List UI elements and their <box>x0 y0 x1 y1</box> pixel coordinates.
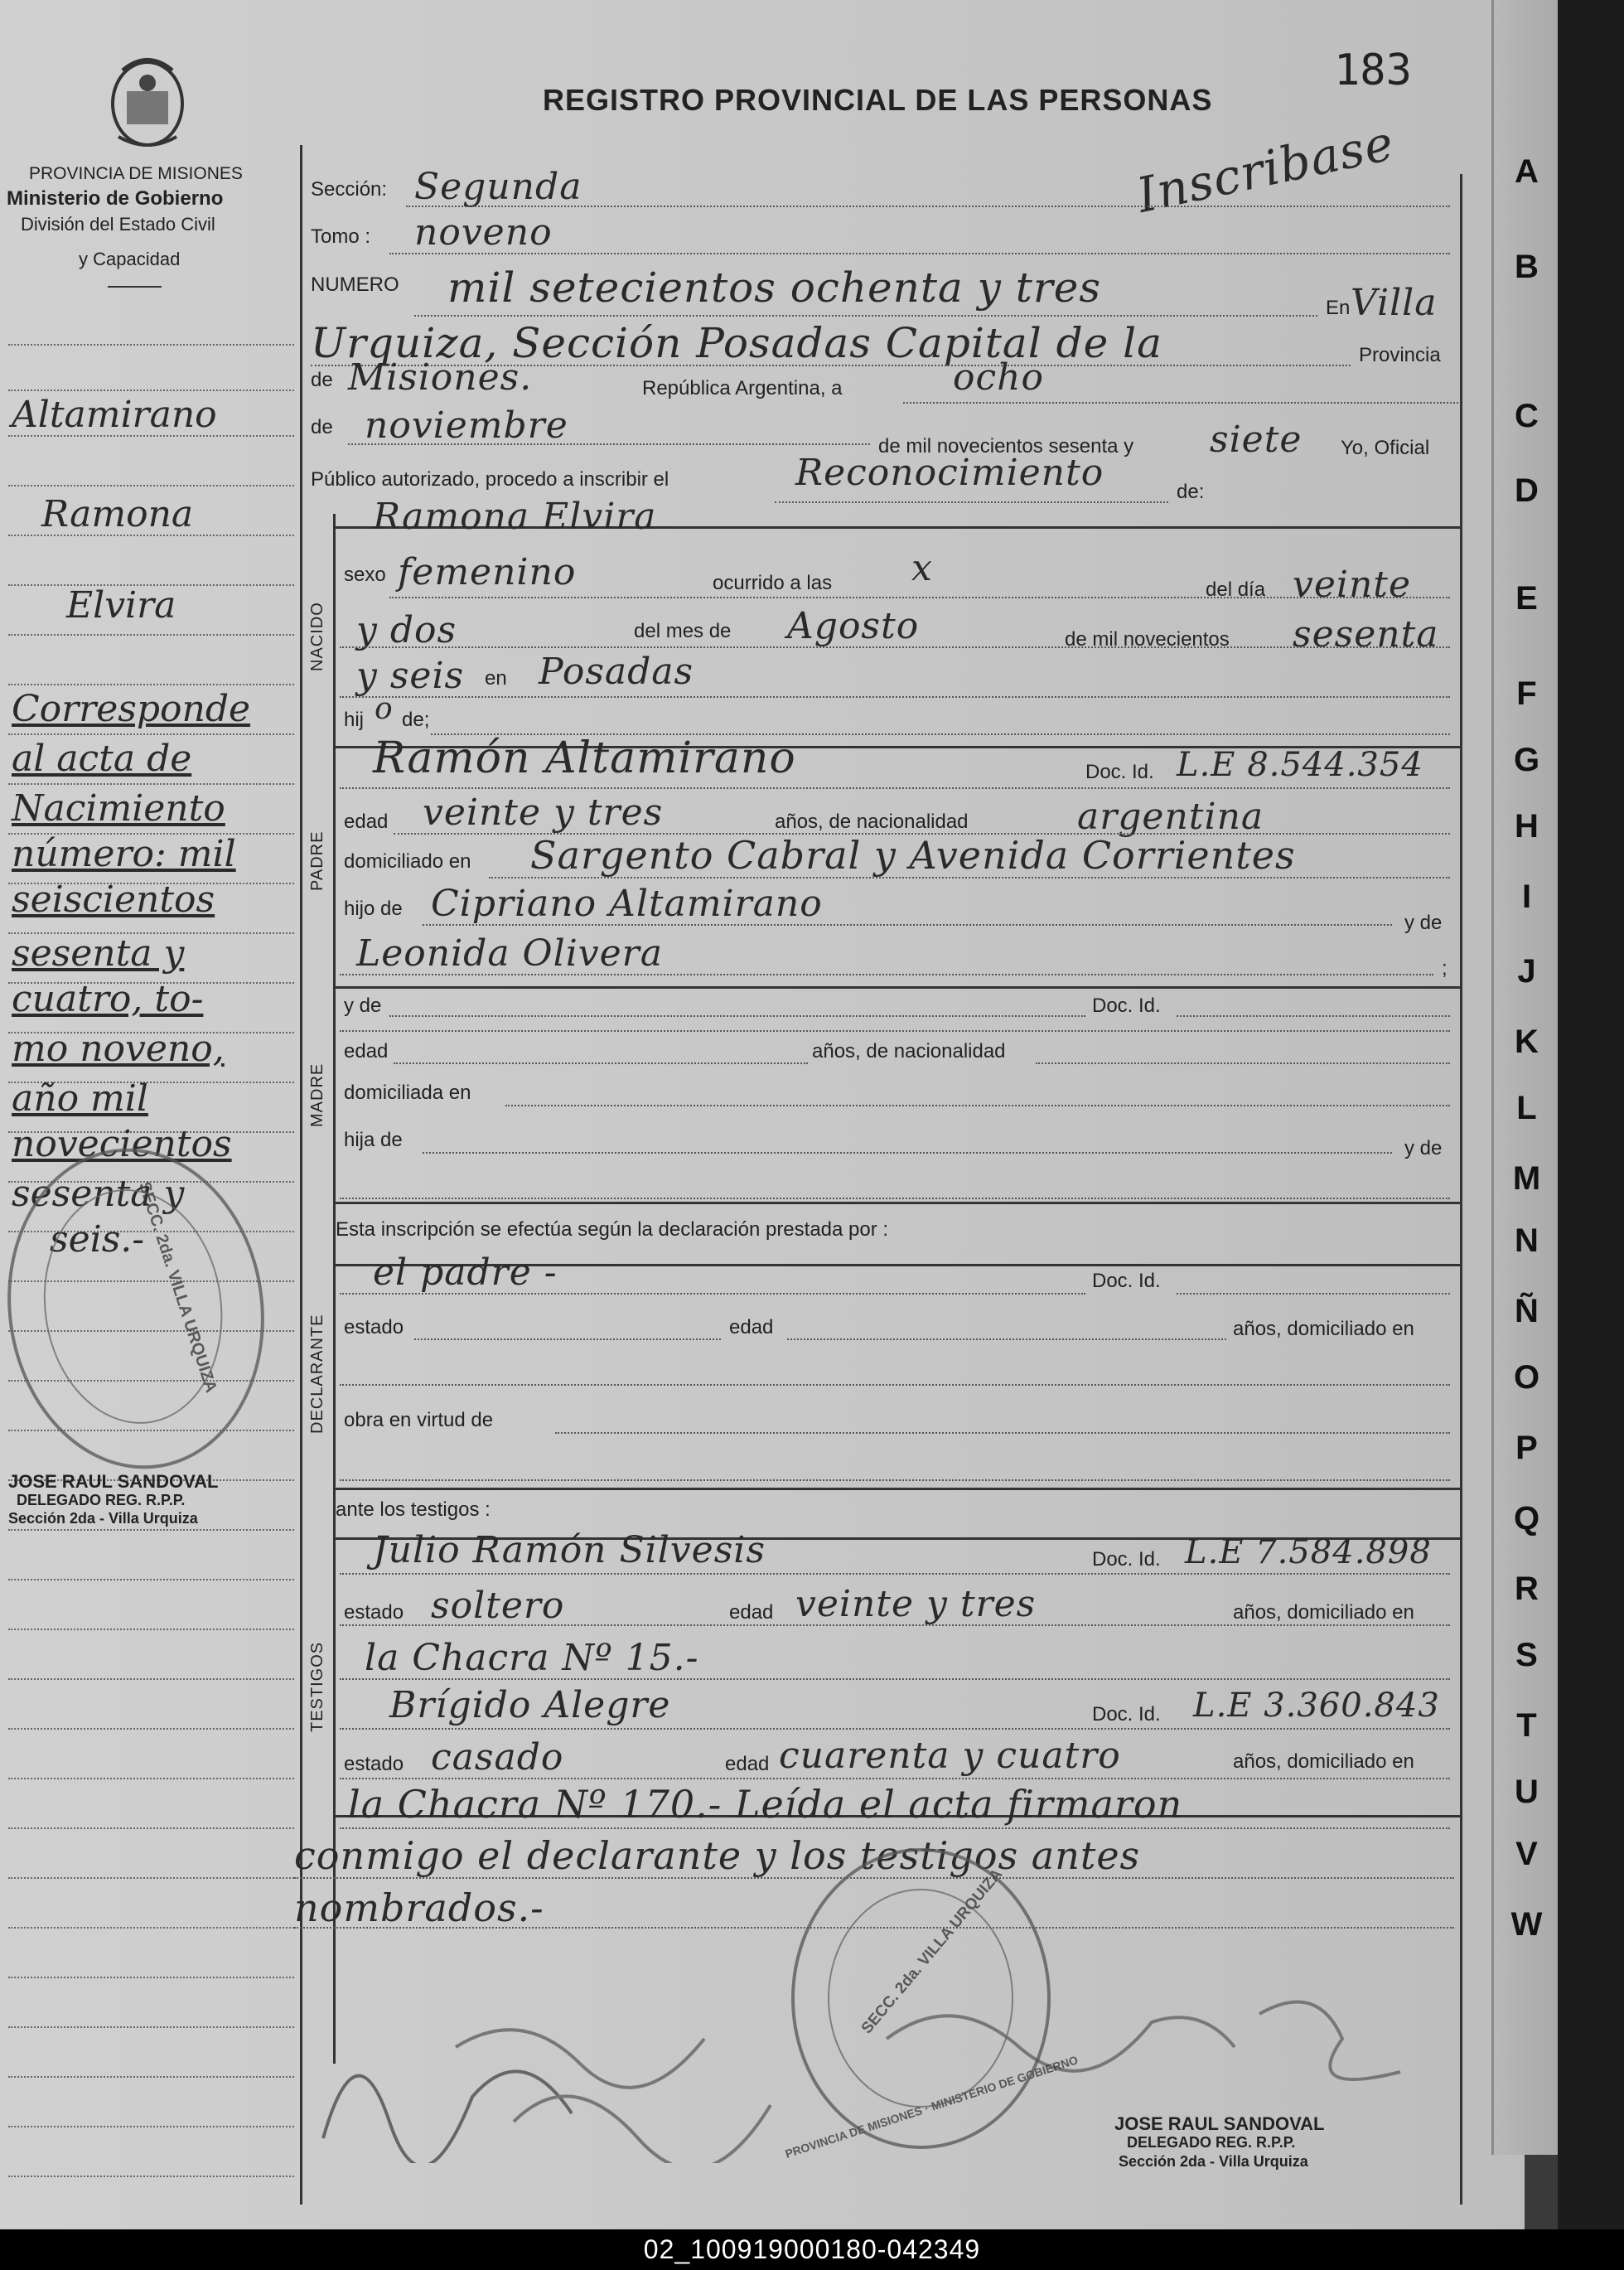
hija-de-label: hija de <box>344 1129 403 1151</box>
inscribase-stamp: Inscribase <box>1132 114 1399 224</box>
acto-value: Reconocimiento <box>795 452 1104 494</box>
madre-edad-label: edad <box>344 1040 389 1062</box>
index-tab[interactable]: R <box>1515 1571 1539 1607</box>
footer-bar <box>0 2229 1624 2270</box>
side-label-nacido: NACIDO <box>308 602 326 671</box>
index-tab[interactable]: G <box>1513 742 1540 778</box>
closing-line-1: conmigo el declarante y los testigos antes <box>294 1833 1141 1878</box>
index-tab[interactable]: T <box>1516 1707 1537 1744</box>
index-tab[interactable]: U <box>1515 1774 1539 1810</box>
alphabet-index-tabs <box>1491 0 1560 2155</box>
nombre-value: Ramona Elvira <box>373 496 657 538</box>
official-place-bottom: Sección 2da - Villa Urquiza <box>1119 2153 1308 2170</box>
index-tab[interactable]: O <box>1513 1359 1540 1396</box>
padre-doc-value: L.E 8.544.354 <box>1177 746 1423 784</box>
official-place-left: Sección 2da - Villa Urquiza <box>8 1510 198 1527</box>
registry-seal-bottom <box>783 1848 1080 2161</box>
index-tab[interactable]: M <box>1512 1160 1541 1197</box>
index-tab[interactable]: L <box>1516 1090 1537 1126</box>
divider-madre <box>333 986 1460 989</box>
frame-right <box>1460 174 1462 2205</box>
de-mil-label: de mil novecientos sesenta y <box>878 435 1134 457</box>
sexo-label: sexo <box>344 564 386 586</box>
margin-line: novecientos <box>12 1123 232 1165</box>
hijo-o-value: o <box>375 692 394 726</box>
anio-value: siete <box>1210 419 1303 461</box>
side-label-declarante: DECLARANTE <box>308 1314 326 1434</box>
testigo2-edad-label: edad <box>725 1753 770 1775</box>
lugar-nac-value: Posadas <box>539 651 694 693</box>
madre-anos-label: años, de nacionalidad <box>812 1040 1006 1062</box>
page-title: REGISTRO PROVINCIAL DE LAS PERSONAS <box>543 83 1213 117</box>
padre-doc-label: Doc. Id. <box>1085 761 1154 783</box>
index-tab[interactable]: W <box>1510 1906 1543 1943</box>
capacity-label: y Capacidad <box>79 249 181 269</box>
anio-nac-value: sesenta <box>1293 613 1439 656</box>
testigo2-doc-label: Doc. Id. <box>1092 1703 1161 1725</box>
en-label: En <box>1326 297 1351 319</box>
testigo1-doc-value: L.E 7.584.898 <box>1185 1533 1432 1571</box>
testigo2-value: Brígido Alegre <box>389 1684 671 1726</box>
side-label-madre: MADRE <box>308 1062 326 1127</box>
hora-value: x <box>911 547 933 589</box>
index-tab[interactable]: K <box>1515 1024 1539 1060</box>
hijo-label: hij <box>344 709 365 731</box>
en-value: Villa <box>1351 282 1438 324</box>
padre-anos-label: años, de nacionalidad <box>775 811 969 833</box>
testigo2-anos-label: años, domiciliado en <box>1233 1750 1414 1773</box>
testigos-label: ante los testigos : <box>336 1498 491 1521</box>
testigo1-edad-value: veinte y tres <box>795 1583 1037 1625</box>
margin-line: mo noveno, <box>12 1028 225 1070</box>
y-de-label-1: y de <box>1404 912 1443 934</box>
declarante-anos-label: años, domiciliado en <box>1233 1318 1414 1340</box>
seccion-label: Sección: <box>311 178 388 201</box>
padre-nombre-value: Ramón Altamirano <box>373 733 796 783</box>
padre-dom-label: domiciliado en <box>344 850 471 873</box>
closing-line-2: nombrados.- <box>294 1885 544 1930</box>
official-title-left: DELEGADO REG. R.P.P. <box>17 1492 186 1508</box>
padre-nac-value: argentina <box>1077 796 1264 838</box>
dia-nac-value: veinte <box>1293 564 1412 606</box>
margin-line: Corresponde <box>12 688 251 730</box>
ocurrido-label: ocurrido a las <box>713 572 833 594</box>
margin-line: número: mil <box>12 833 236 875</box>
madre-y-de-label: y de <box>344 995 382 1017</box>
testigo1-value: Julio Ramón Silvesis <box>373 1529 766 1571</box>
seal-center-text: SECC. 2da. VILLA URQUIZA <box>858 1866 1007 2038</box>
seal-bottom-text: PROVINCIA DE MISIONES · MINISTERIO DE GOBIERNO <box>783 2053 1080 2161</box>
side-label-padre: PADRE <box>308 830 326 891</box>
abuelo-value: Cipriano Altamirano <box>431 883 823 925</box>
numero-label: NUMERO <box>311 273 399 296</box>
madre-dom-label: domiciliada en <box>344 1082 471 1104</box>
index-tab[interactable]: A <box>1515 153 1539 190</box>
official-name-bottom: JOSE RAUL SANDOVAL <box>1114 2113 1325 2134</box>
dia-value: ocho <box>953 356 1044 399</box>
index-tab[interactable]: P <box>1515 1430 1538 1466</box>
official-title-bottom: DELEGADO REG. R.P.P. <box>1127 2134 1296 2151</box>
book-edge <box>1558 0 1624 2229</box>
padre-edad-label: edad <box>344 811 389 833</box>
provincia-value: Misiones. <box>348 356 533 399</box>
ministry-label: Ministerio de Gobierno <box>7 187 224 210</box>
de-mil-nov-label: de mil novecientos <box>1065 628 1230 651</box>
margin-line: sesenta y <box>12 1173 185 1215</box>
testigo1-doc-label: Doc. Id. <box>1092 1548 1161 1571</box>
testigo1-edad-label: edad <box>729 1601 774 1624</box>
margin-line: Elvira <box>66 584 176 627</box>
declarante-edad-label: edad <box>729 1316 774 1338</box>
index-tab[interactable]: J <box>1517 953 1536 990</box>
provincia-label: Provincia <box>1359 344 1441 366</box>
margin-line: al acta de <box>12 738 192 780</box>
registry-seal-left: SECC. 2da. VILLA URQUIZA <box>0 1131 285 1485</box>
de-label-2: de <box>311 416 333 438</box>
dia-nac-value-2: y dos <box>356 609 457 651</box>
page-number: 183 <box>1334 46 1412 95</box>
tomo-value: noveno <box>414 211 553 254</box>
index-tab[interactable]: Q <box>1513 1500 1540 1537</box>
margin-line: Altamirano <box>12 394 217 436</box>
y-de-label-2: y de <box>1404 1137 1443 1159</box>
office-divider <box>108 286 162 288</box>
mes-nac-value: Agosto <box>787 605 920 647</box>
lugar-value: Urquiza, Sección Posadas Capital de la <box>311 319 1162 367</box>
padre-dom-value: Sargento Cabral y Avenida Corrientes <box>530 833 1296 878</box>
numero-value: mil setecientos ochenta y tres <box>447 264 1102 312</box>
publico-label: Público autorizado, procedo a inscribir el <box>311 468 669 491</box>
madre-doc-label: Doc. Id. <box>1092 995 1161 1017</box>
hijo-de-padre-label: hijo de <box>344 898 403 920</box>
seccion-value: Segunda <box>414 166 582 208</box>
index-tab[interactable]: V <box>1515 1836 1538 1872</box>
del-mes-label: del mes de <box>634 620 732 642</box>
margin-line: sesenta y <box>12 932 185 975</box>
yo-oficial-label: Yo, Oficial <box>1341 437 1430 459</box>
de-colon-label: de: <box>1177 481 1205 503</box>
testigo2-doc-value: L.E 3.360.843 <box>1193 1687 1440 1725</box>
side-label-testigos: TESTIGOS <box>308 1641 326 1732</box>
margin-line: cuatro, to- <box>12 978 204 1020</box>
margin-line: seiscientos <box>12 878 215 921</box>
padre-edad-value: veinte y tres <box>423 791 664 834</box>
testigo2-dom-value: la Chacra Nº 170.- Leída el acta firmaron <box>348 1782 1183 1827</box>
anio-nac-value-2: y seis <box>356 655 465 697</box>
testigo1-anos-label: años, domiciliado en <box>1233 1601 1414 1624</box>
division-label: División del Estado Civil <box>21 214 215 235</box>
divider-testigos <box>333 1488 1460 1490</box>
margin-line: seis.- <box>50 1218 145 1261</box>
index-tab[interactable]: I <box>1521 878 1532 915</box>
testigo2-estado-value: casado <box>431 1736 564 1779</box>
semicolon-label: ; <box>1442 957 1448 980</box>
index-tab[interactable]: S <box>1515 1637 1538 1673</box>
de-label-1: de <box>311 369 333 391</box>
republica-label: República Argentina, a <box>642 377 843 399</box>
mes-value: noviembre <box>365 404 568 447</box>
declaracion-label: Esta inscripción se efectúa según la declaración prestada por : <box>336 1218 889 1241</box>
index-tab[interactable]: C <box>1515 398 1539 434</box>
margin-line: Nacimiento <box>12 787 225 830</box>
sexo-value: femenino <box>398 551 577 593</box>
declarante-value: el padre - <box>373 1251 558 1294</box>
margin-line: Ramona <box>41 493 194 535</box>
hijo-de-label: de; <box>402 709 430 731</box>
testigo1-estado-label: estado <box>344 1601 404 1624</box>
del-dia-label: del día <box>1206 578 1266 601</box>
tomo-label: Tomo : <box>311 225 371 248</box>
official-name-left: JOSE RAUL SANDOVAL <box>8 1471 219 1492</box>
index-tab[interactable]: B <box>1515 249 1539 285</box>
testigo1-estado-value: soltero <box>431 1585 565 1627</box>
declarante-estado-label: estado <box>344 1316 404 1338</box>
index-tab[interactable]: E <box>1515 580 1538 617</box>
margin-line: año mil <box>12 1077 148 1120</box>
testigo1-dom-value: la Chacra Nº 15.- <box>365 1637 699 1679</box>
image-filename: 02_100919000180-042349 <box>643 2234 981 2264</box>
index-tab[interactable]: Ñ <box>1515 1293 1539 1329</box>
coat-of-arms-icon <box>98 46 197 153</box>
index-tab[interactable]: D <box>1515 472 1539 509</box>
index-tab[interactable]: N <box>1515 1222 1539 1259</box>
abuela-value: Leonida Olivera <box>356 932 663 975</box>
testigo2-estado-label: estado <box>344 1753 404 1775</box>
declarante-doc-label: Doc. Id. <box>1092 1270 1161 1292</box>
index-tab[interactable]: H <box>1515 808 1539 845</box>
divider-declaracion <box>333 1202 1460 1204</box>
obra-label: obra en virtud de <box>344 1409 494 1431</box>
testigo2-edad-value: cuarenta y cuatro <box>779 1735 1121 1777</box>
en-lower-label: en <box>485 667 507 690</box>
province-label: PROVINCIA DE MISIONES <box>29 164 243 183</box>
index-tab[interactable]: F <box>1516 675 1537 712</box>
